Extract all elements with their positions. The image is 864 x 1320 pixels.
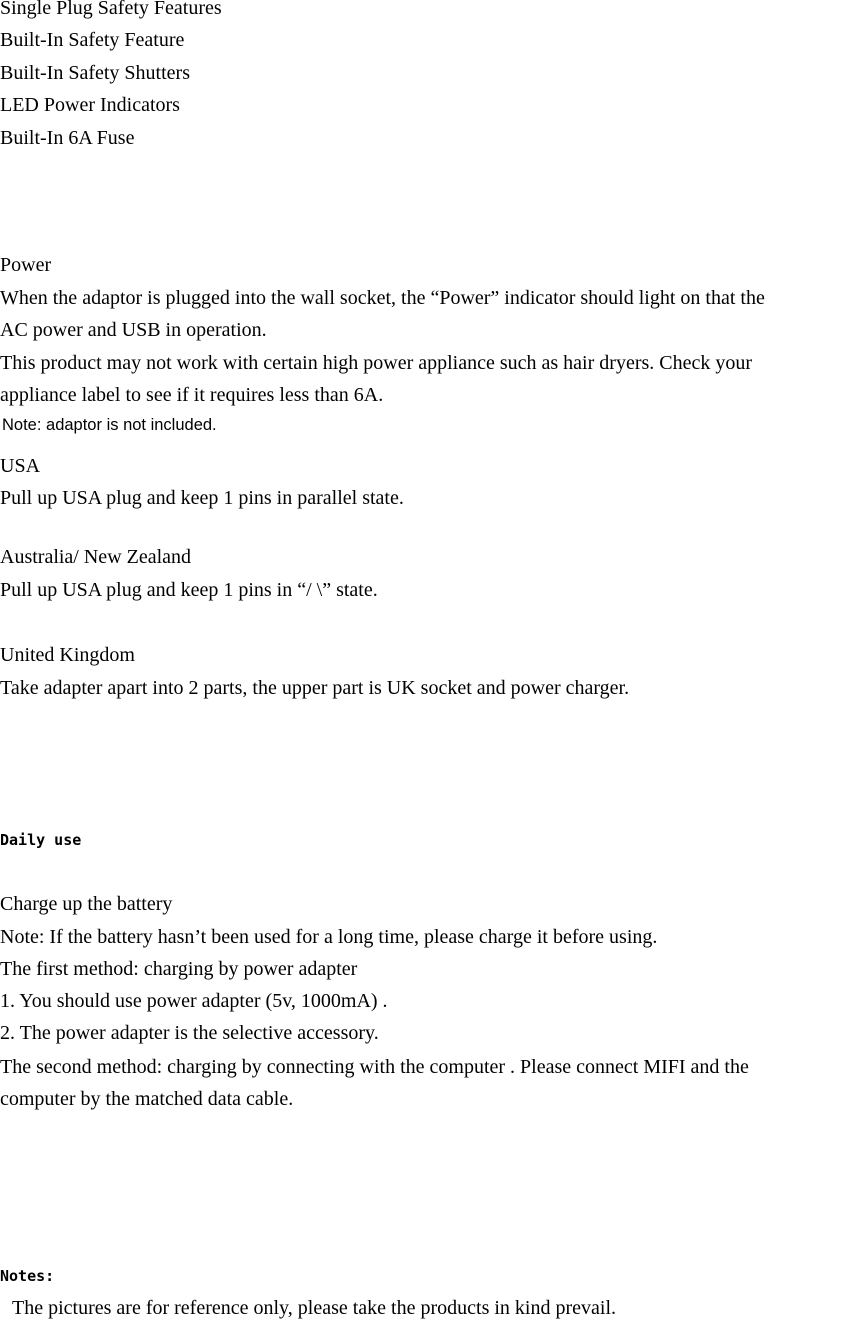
daily-use-line: 2. The power adapter is the selective accessory. <box>0 1022 379 1044</box>
region-text-australia: Pull up USA plug and keep 1 pins in “/ \” state. <box>0 579 378 601</box>
second-method-line-continued: computer by the matched data cable. <box>0 1088 294 1110</box>
safety-item: LED Power Indicators <box>0 94 180 116</box>
second-method-line: The second method: charging by connecting with the computer . Please connect MIFI and the <box>0 1056 749 1078</box>
region-name-usa: USA <box>0 455 41 477</box>
notes-heading: Notes: <box>0 1267 55 1285</box>
notes-text: The pictures are for reference only, please take the products in kind prevail. <box>12 1297 616 1319</box>
region-name-australia: Australia/ New Zealand <box>0 546 192 568</box>
daily-use-line: Note: If the battery hasn’t been used for a long time, please charge it before using. <box>0 926 658 948</box>
region-name-uk: United Kingdom <box>0 644 135 666</box>
adaptor-note: Note: adaptor is not included. <box>2 416 217 434</box>
safety-heading: Single Plug Safety Features <box>0 0 222 19</box>
daily-use-line: 1. You should use power adapter (5v, 1000mA) . <box>0 990 388 1012</box>
power-line: When the adaptor is plugged into the wall socket, the “Power” indicator should light on that the <box>0 287 765 309</box>
safety-item: Built-In Safety Shutters <box>0 62 190 84</box>
daily-use-line: The first method: charging by power adapter <box>0 958 358 980</box>
power-line: appliance label to see if it requires less than 6A. <box>0 384 384 406</box>
region-text-usa: Pull up USA plug and keep 1 pins in parallel state. <box>0 487 404 509</box>
daily-use-line: Charge up the battery <box>0 893 173 915</box>
safety-item: Built-In 6A Fuse <box>0 127 135 149</box>
power-line: This product may not work with certain high power appliance such as hair dryers. Check your <box>0 352 753 374</box>
daily-use-heading: Daily use <box>0 831 82 849</box>
power-line: AC power and USB in operation. <box>0 319 267 341</box>
region-text-uk: Take adapter apart into 2 parts, the upper part is UK socket and power charger. <box>0 677 630 699</box>
power-heading: Power <box>0 254 52 276</box>
safety-item: Built-In Safety Feature <box>0 29 185 51</box>
